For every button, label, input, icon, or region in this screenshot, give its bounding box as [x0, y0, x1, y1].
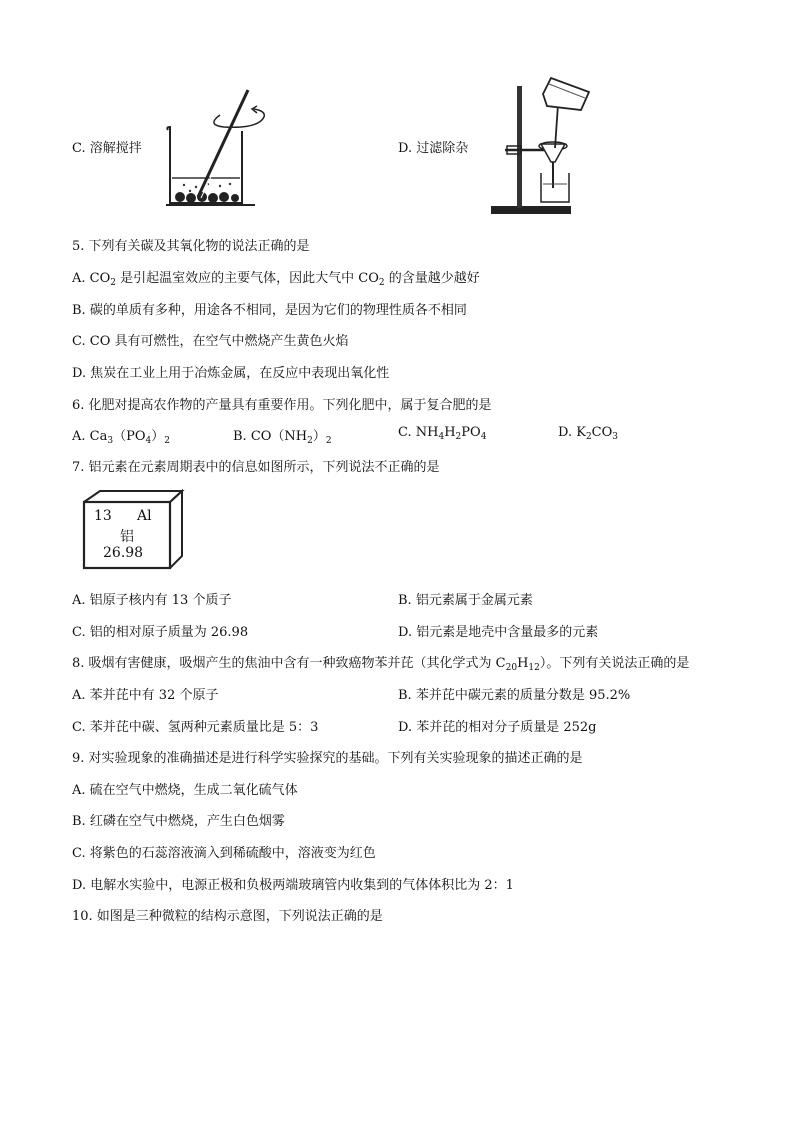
- question-7-option-c: C. 铝的相对原子质量为 26.98: [72, 625, 249, 640]
- question-6-option-a: A. $Ca_3(PO_4)_2$: [72, 429, 170, 446]
- question-6-option-c: C. $NH_4H_2PO_4$: [398, 425, 487, 442]
- cell-symbol: Al: [137, 508, 152, 524]
- question-5-stem: 5. 下列有关碳及其氧化物的说法正确的是: [72, 239, 310, 254]
- question-9-option-a: A. 硫在空气中燃烧，生成二氧化硫气体: [72, 783, 298, 798]
- question-9-option-d: D. 电解水实验中，电源正极和负极两端玻璃管内收集到的气体体积比为 2：1: [72, 878, 514, 893]
- question-5-option-b: B. 碳的单质有多种，用途各不相同，是因为它们的物理性质各不相同: [72, 303, 467, 318]
- cell-atomic-mass: 26.98: [103, 545, 144, 561]
- question-5-option-c: C. CO 具有可燃性，在空气中燃烧产生黄色火焰: [72, 334, 349, 349]
- filtration-apparatus-figure: [485, 70, 605, 220]
- question-10-stem: 10. 如图是三种微粒的结构示意图，下列说法正确的是: [72, 909, 383, 924]
- stirring-beaker-figure: [160, 85, 270, 215]
- question-5-option-d: D. 焦炭在工业上用于冶炼金属，在反应中表现出氧化性: [72, 366, 390, 381]
- question-7-option-d: D. 铝元素是地壳中含量最多的元素: [398, 625, 599, 640]
- question-5-option-a: A. $CO_2$ 是引起温室效应的主要气体，因此大气中 $CO_2$ 的含量越少越好: [72, 271, 480, 288]
- question-9-option-c: C. 将紫色的石蕊溶液滴入到稀硫酸中，溶液变为红色: [72, 846, 376, 861]
- question-9-stem: 9. 对实验现象的准确描述是进行科学实验探究的基础。下列有关实验现象的描述正确的是: [72, 751, 583, 766]
- question-7-option-b: B. 铝元素属于金属元素: [398, 593, 533, 608]
- question-9-option-b: B. 红磷在空气中燃烧，产生白色烟雾: [72, 814, 285, 829]
- question-6-stem: 6. 化肥对提高农作物的产量具有重要作用。下列化肥中，属于复合肥的是: [72, 398, 492, 413]
- question-8-option-b: B. 苯并芘中碳元素的质量分数是 95.2%: [398, 688, 631, 703]
- question-7-option-a: A. 铝原子核内有 13 个质子: [72, 593, 232, 608]
- question-8-option-a: A. 苯并芘中有 32 个原子: [72, 688, 219, 703]
- question-7-stem: 7. 铝元素在元素周期表中的信息如图所示，下列说法不正确的是: [72, 460, 440, 475]
- question-8-stem: 8. 吸烟有害健康，吸烟产生的焦油中含有一种致癌物苯并芘（其化学式为 $C_{20}H_{12}$）。下列有关说法正确的是: [72, 656, 690, 673]
- cell-atomic-number: 13: [94, 508, 112, 524]
- question-6-option-b: B. $CO(NH_2)_2$: [233, 429, 332, 446]
- option-c-label: C. 溶解搅拌: [72, 141, 142, 156]
- cell-element-name: 铝: [120, 529, 134, 545]
- question-8-option-d: D. 苯并芘的相对分子质量是 252g: [398, 720, 597, 735]
- question-8-option-c: C. 苯并芘中碳、氢两种元素质量比是 5：3: [72, 720, 319, 735]
- question-6-option-d: D. $K_2CO_3$: [558, 425, 619, 442]
- option-d-label: D. 过滤除杂: [398, 141, 469, 156]
